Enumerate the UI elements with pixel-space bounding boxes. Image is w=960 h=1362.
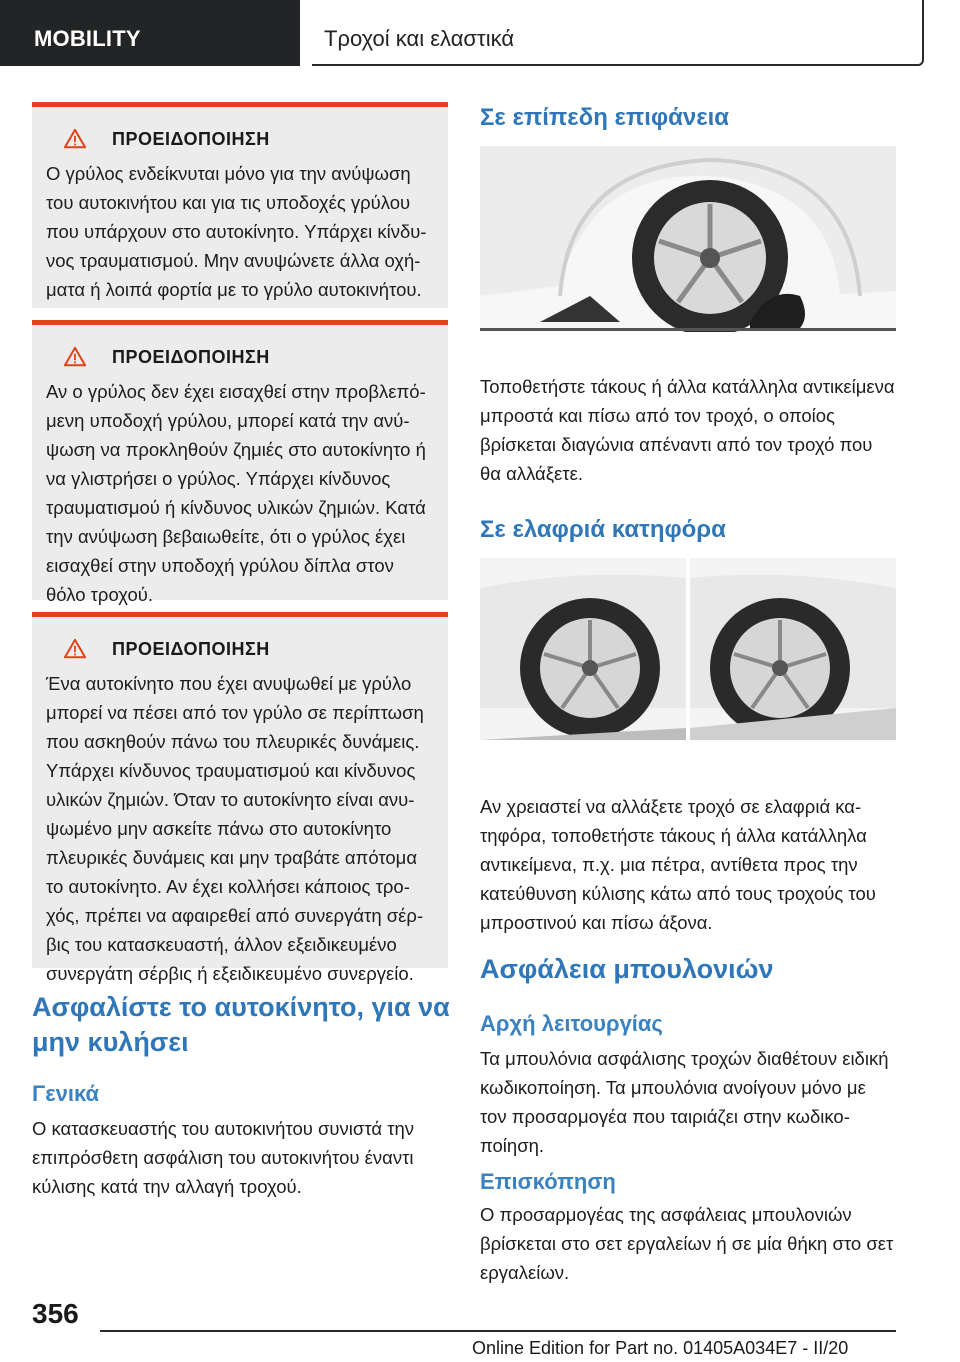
warning-title: ΠΡΟΕΙΔΟΠΟΙΗΣΗ <box>112 638 270 659</box>
secure-heading: Ασφαλίστε το αυτοκίνητο, για να μην κυλήσει <box>32 992 450 1057</box>
section-tab: MOBILITY <box>0 0 300 66</box>
bolts-heading: Ασφάλεια μπουλονιών <box>480 954 774 984</box>
warning-title: ΠΡΟΕΙΔΟΠΟΙΗΣΗ <box>112 128 270 149</box>
general-text: Ο κατασκευαστής του αυτοκινήτου συνιστά την επιπρόσθετη ασφάλιση του αυτοκινήτου έναντι κύλισης κατά την αλλαγή τροχού. <box>32 1118 415 1197</box>
slope-text: Αν χρειαστεί να αλλάξετε τροχό σε ελαφριά κατηφόρα, τοποθετήστε τάκους ή άλλα κατάλληλα αντικείμενα, π.χ. μια πέτρα, αντίθετα προς την κατεύθυνση κύλισης κάτω από τους τροχούς του μπροστινού και πίσω άξονα. <box>480 796 876 933</box>
warning-triangle-icon <box>64 346 86 368</box>
principle-text: Τα μπουλόνια ασφάλισης τροχών διαθέτουν ειδική κωδικοποίηση. Τα μπουλόνια ανοίγουν μόνο με τον προσαρμογέα που ταιριάζει στην κωδικοποίηση. <box>480 1048 889 1156</box>
warning-box-2 <box>32 320 448 605</box>
slope-illustration <box>480 558 896 740</box>
warning-text: Αν ο γρύλος δεν έχει εισαχθεί στην προβλεπόμενη υποδοχή γρύλου, μπορεί κατά την ανύψωση να προκληθούν ζημιές στο αυτοκίνητο ή να γλιστρήσει ο γρύλος. Υπάρχει κίνδυνος τραυματισμού ή κίνδυνος υλικών ζημιών. Κατά την ανύψωση βεβαιωθείτε, ότι ο γρύλος έχει εισαχθεί στην υποδοχή γρύλου δίπλα στον θόλο τροχού. <box>46 381 426 605</box>
warning-triangle-icon <box>64 638 86 660</box>
flat-text: Τοποθετήστε τάκους ή άλλα κατάλληλα αντικείμενα μπροστά και πίσω από τον τροχό, ο οποίος βρίσκεται διαγώνια απέναντι από τον τροχό που θα αλλάξετε. <box>480 376 895 484</box>
edition-text: Online Edition for Part no. 01405A034E7 - II/20 <box>472 1338 849 1358</box>
overview-heading: Επισκόπηση <box>480 1169 616 1194</box>
flat-heading: Σε επίπεδη επιφάνεια <box>480 104 730 131</box>
general-heading: Γενικά <box>32 1081 100 1106</box>
warning-box-1 <box>32 102 448 308</box>
slope-heading: Σε ελαφριά κατηφόρα <box>480 516 726 543</box>
page-number: 356 <box>32 1298 79 1329</box>
warning-title: ΠΡΟΕΙΔΟΠΟΙΗΣΗ <box>112 346 270 367</box>
warning-triangle-icon <box>64 128 86 150</box>
car-wheel-flat-image <box>480 146 896 332</box>
chapter-title: Τροχοί και ελαστικά <box>312 0 924 66</box>
principle-heading: Αρχή λειτουργίας <box>480 1011 663 1036</box>
warning-text: Ένα αυτοκίνητο που έχει ανυψωθεί με γρύλο μπορεί να πέσει από τον γρύλο σε περίπτωση που ασκηθούν πάνω του πλευρικές δυνάμεις. Υπάρχει κίνδυνος τραυματισμού και κίνδυνος υλικών ζημιών. Όταν το αυτοκίνητο είναι ανυψωμένο μην ασκείτε πάνω στο αυτοκίνητο πλευρικές δυνάμεις και μην τραβάτε απότομα το αυτοκίνητο. Αν έχει κολλήσει κάποιος τροχός, πρέπει να αφαιρεθεί από συνεργάτη σέρβις του κατασκευαστή, άλλον εξειδικευμένο συνεργάτη σέρβις ή εξειδικευμένο συνεργείο. <box>46 673 424 984</box>
warning-box-3 <box>32 612 448 984</box>
overview-text: Ο προσαρμογέας της ασφάλειας μπουλονιών βρίσκεται στο σετ εργαλείων ή σε μία θήκη στο σετ εργαλείων. <box>480 1204 894 1283</box>
flat-surface-illustration <box>480 146 896 332</box>
footer-divider <box>100 1330 896 1332</box>
warning-text: Ο γρύλος ενδείκνυται μόνο για την ανύψωση του αυτοκινήτου και για τις υποδοχές γρύλου που υπάρχουν στο αυτοκίνητο. Υπάρχει κίνδυνος τραυματισμού. Μην ανυψώνετε άλλα οχήματα ή λοιπά φορτία με το γρύλο αυτοκινήτου. <box>46 163 427 300</box>
car-wheels-slope-image <box>480 558 896 740</box>
